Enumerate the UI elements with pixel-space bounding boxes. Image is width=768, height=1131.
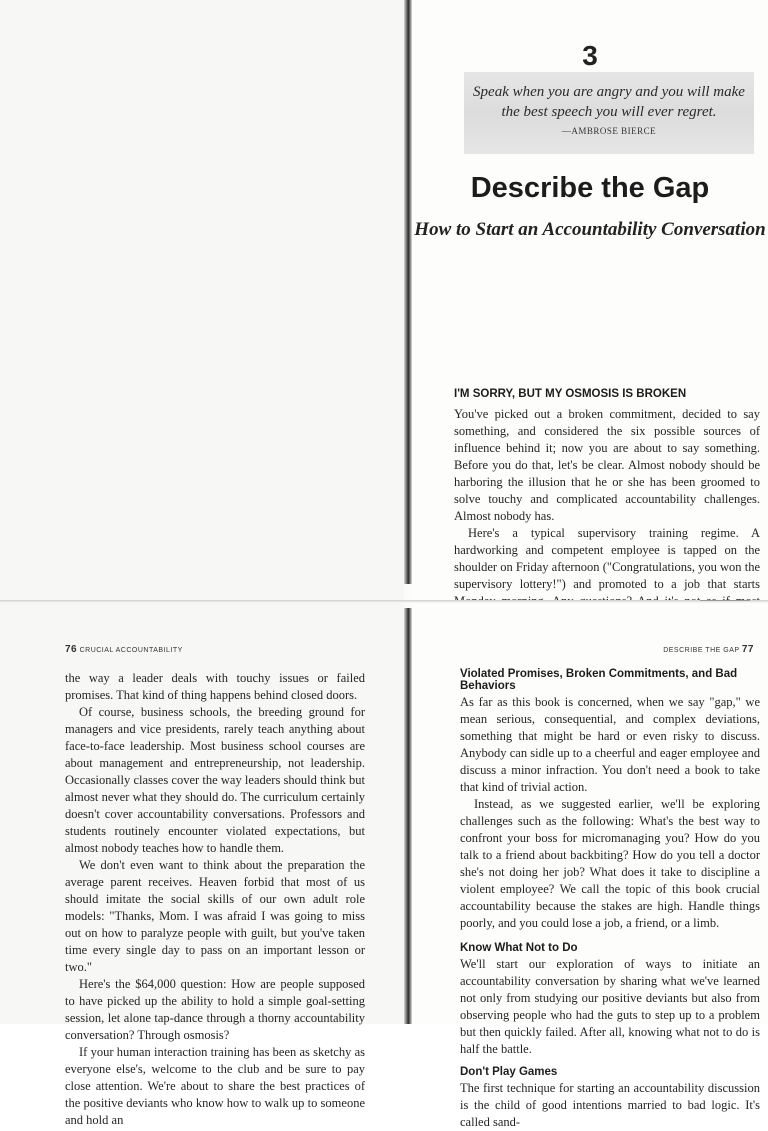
- chapter-title: Describe the Gap: [470, 172, 710, 204]
- chapter-subtitle: How to Start an Accountability Conversation: [414, 219, 766, 240]
- epigraph-line: the best speech you will ever regret.: [501, 104, 717, 120]
- chapter-number: 3: [582, 40, 598, 71]
- body-text-block: [454, 406, 760, 627]
- bottom-book-spread: [0, 600, 768, 1129]
- epigraph-line: Speak when you are angry and you will make: [473, 84, 745, 100]
- paragraph: Instead, as we suggested earlier, we'll be exploring challenges such as the following: What's the best way to confront your boss for micromanaging you? How do you talk to a friend about backbiting? How do you tell a doctor she's not doing her job? What does it take to discipline a violent employee? We call the topic of this book crucial accountability because the stakes are high. Handle things poorly, and you could lose a job, a friend, or a limb.: [460, 797, 760, 930]
- book-gutter: [404, 0, 412, 584]
- paragraph: As far as this book is concerned, when we say "gap," we mean serious, consequential, and complex deviations, something that might be hard or even risky to discuss. Anybody can sidle up to a cheerful and eager employee and discuss a minor infraction. You don't need a book to take that kind of trivial action.: [460, 695, 760, 794]
- paragraph: the way a leader deals with touchy issues or failed promises. That kind of thing happens behind closed doors.: [65, 671, 365, 702]
- running-head-right: [663, 644, 754, 655]
- section-heading: Violated Promises, Broken Commitments, and Bad Behaviors: [460, 668, 738, 692]
- paragraph: We don't even want to think about the preparation the average parent receives. Heaven forbid that most of us should imitate the social skills of our own adult role models: "Thanks, Mom. I was afraid I was going to miss out on how to paralyze people with guilt, but you've taken time every single day to pass on an important lesson or two.": [65, 858, 365, 974]
- body-text-block: [460, 668, 760, 1131]
- section-heading: I'M SORRY, BUT MY OSMOSIS IS BROKEN: [454, 388, 687, 400]
- paragraph: Of course, business schools, the breeding ground for managers and vice presidents, rarely teach anything about face-to-face leadership. Most business school courses are about management and entrepreneurship, not leadership. Occasionally classes cover the way leaders should think but almost never what they should do. The curriculum certainly doesn't cover accountability conversations. Professors and students routinely encounter violated expectations, but almost nobody teaches how to handle them.: [65, 705, 365, 855]
- page-76: [0, 600, 404, 1127]
- page-edge-line: [700, 600, 750, 601]
- page-number: 76: [65, 644, 78, 655]
- running-head-text: CRUCIAL ACCOUNTABILITY: [79, 647, 183, 654]
- paragraph: You've picked out a broken commitment, decided to say something, and considered the six possible sources of influence behind it; now you are about to say something. Before you do that, let's be clear. Almost nobody should be harboring the illusion that he or she has been groomed to solve touchy and complicated accountability challenges. Almost nobody has.: [454, 407, 760, 523]
- epigraph-box: [464, 72, 754, 154]
- running-head-text: DESCRIBE THE GAP: [663, 647, 740, 654]
- page-number: 77: [741, 644, 754, 655]
- blank-left-page: [0, 0, 404, 600]
- paragraph: The first technique for starting an accountability discussion is the child of good intentions married to bad logic. It's called sand-: [460, 1081, 760, 1129]
- book-gutter: [404, 608, 412, 1024]
- paragraph: Here's the $64,000 question: How are people supposed to have picked up the ability to hold a simple goal-setting session, let alone tap-dance through a thorny accountability conversation? Through osmosis?: [65, 977, 365, 1042]
- paragraph: If your human interaction training has been as sketchy as everyone else's, welcome to the club and be sure to pay close attention. We're about to share the best practices of the positive deviants who know how to walk up to someone and hold an: [65, 1045, 365, 1127]
- page-77: [412, 600, 768, 1129]
- section-heading: Know What Not to Do: [460, 942, 578, 954]
- epigraph-author: —AMBROSE BIERCE: [561, 126, 657, 136]
- chapter-opening-page: [412, 0, 768, 600]
- body-text-block: [65, 670, 365, 1129]
- running-head-left: [65, 644, 183, 655]
- paragraph: Here's a typical supervisory training regime. A hardworking and competent employee is tapped on the shoulder on Friday afternoon ("Congratulations, you won the supervisory lottery!") and promoted to a job that starts: [454, 526, 760, 591]
- paragraph: We'll start our exploration of ways to initiate an accountability conversation by sharing what we've learned not only from studying our positive deviants but also from observing people who had the guts to step up to a problem but then quickly failed. After all, knowing what not to do is half the battle.: [460, 957, 760, 1056]
- page-fold-shadow: [0, 600, 768, 603]
- subsection-heading: Don't Play Games: [460, 1066, 558, 1078]
